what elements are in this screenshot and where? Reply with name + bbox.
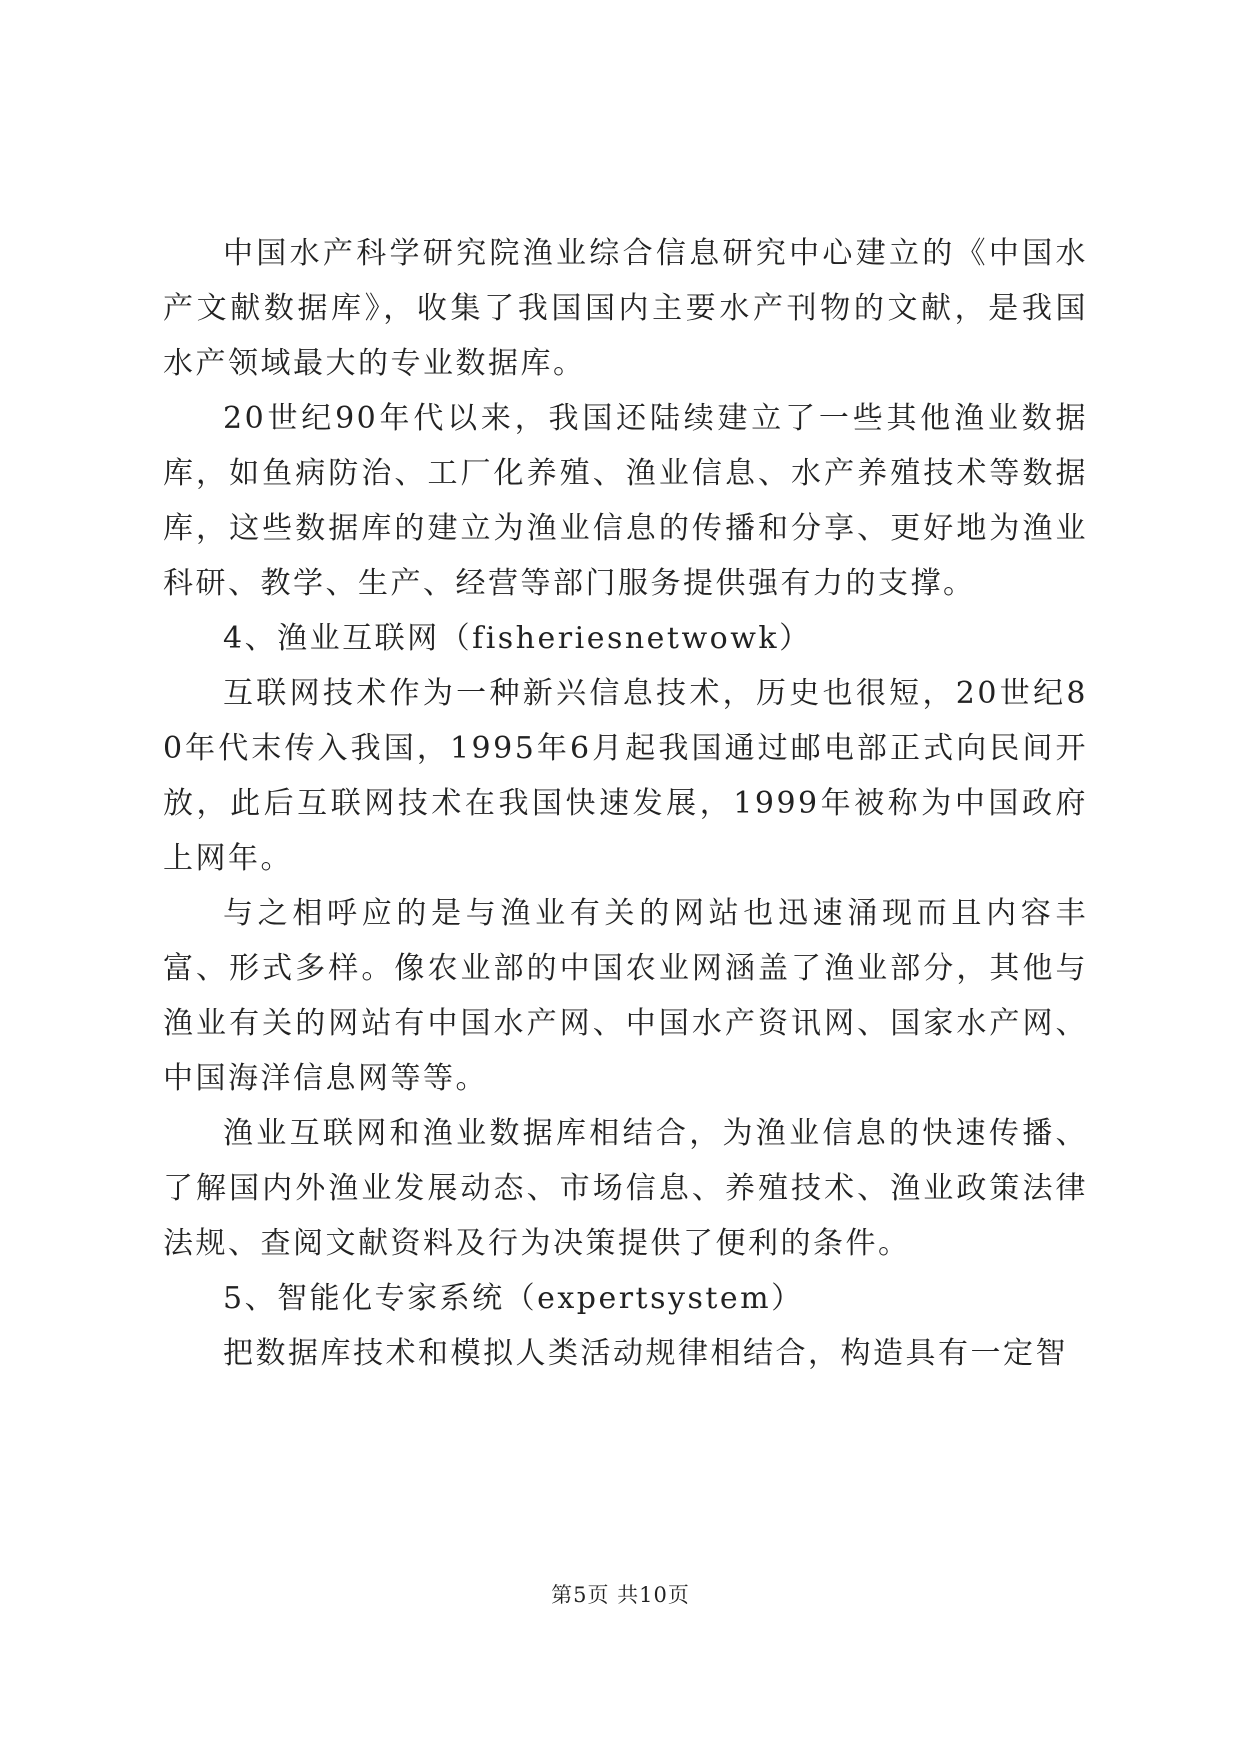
section-heading-fisheries-internet: 4、渔业互联网（fisheriesnetwowk） xyxy=(223,621,812,656)
section-heading-expert-system: 5、智能化专家系统（expertsystem） xyxy=(223,1281,804,1316)
paragraph-internet-database-combination: 渔业互联网和渔业数据库相结合，为渔业信息的快速传播、了解国内外渔业发展动态、市场信息、养殖技术、渔业政策法律法规、查阅文献资料及行为决策提供了便利的条件。 xyxy=(163,1116,1088,1261)
paragraph-expert-system-intro: 把数据库技术和模拟人类活动规律相结合，构造具有一定智 xyxy=(223,1336,1068,1371)
paragraph-database-intro: 中国水产科学研究院渔业综合信息研究中心建立的《中国水产文献数据库》，收集了我国国内主要水产刊物的文献，是我国水产领域最大的专业数据库。 xyxy=(163,236,1088,381)
paragraph-other-databases: 20世纪90年代以来，我国还陆续建立了一些其他渔业数据库，如鱼病防治、工厂化养殖、渔业信息、水产养殖技术等数据库，这些数据库的建立为渔业信息的传播和分享、更好地为渔业科研、教学、生产、经营等部门服务提供强有力的支撑。 xyxy=(163,401,1088,601)
page-number-footer: 第5页 共10页 xyxy=(551,1583,690,1607)
paragraph-fisheries-websites: 与之相呼应的是与渔业有关的网站也迅速涌现而且内容丰富、形式多样。像农业部的中国农业网涵盖了渔业部分，其他与渔业有关的网站有中国水产网、中国水产资讯网、国家水产网、中国海洋信息网等等。 xyxy=(163,896,1088,1096)
document-body xyxy=(163,226,1088,1381)
paragraph-internet-history: 互联网技术作为一种新兴信息技术，历史也很短，20世纪80年代末传入我国，1995年6月起我国通过邮电部正式向民间开放，此后互联网技术在我国快速发展，1999年被称为中国政府上网年。 xyxy=(163,676,1088,876)
